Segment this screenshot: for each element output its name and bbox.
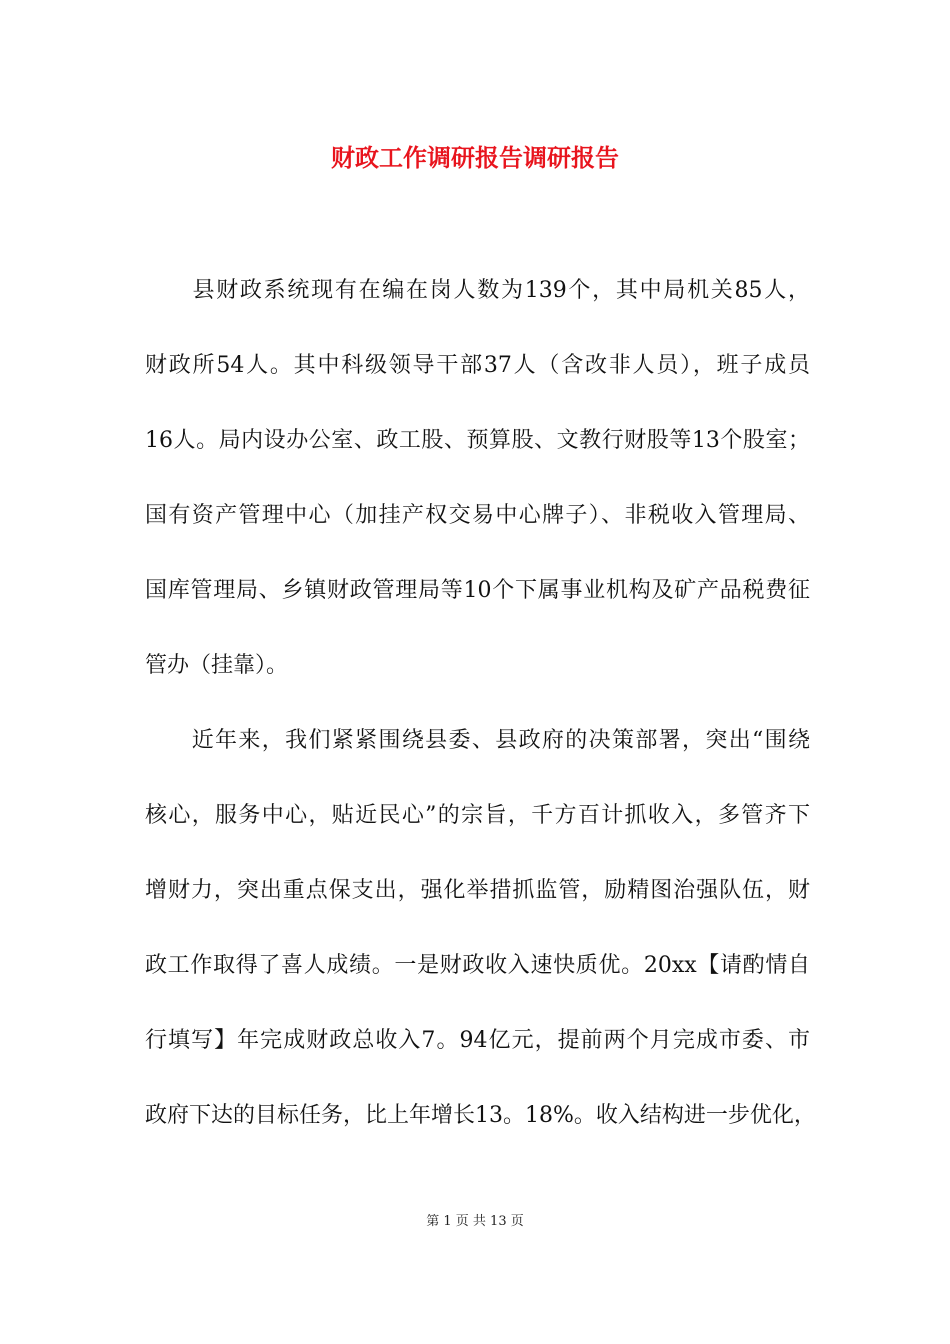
paragraph-line: 县财政系统现有在编在岗人数为139个，其中局机关85人， — [145, 278, 810, 303]
paragraph-line: 核心，服务中心，贴近民心”的宗旨，千方百计抓收入，多管齐下 — [145, 803, 810, 828]
paragraph-line: 行填写】年完成财政总收入7。94亿元，提前两个月完成市委、市 — [145, 1028, 810, 1053]
paragraph-line: 国有资产管理中心（加挂产权交易中心牌子）、非税收入管理局、 — [145, 503, 810, 528]
page-footer: 第 1 页 共 13 页 — [426, 1214, 524, 1229]
paragraph-line: 国库管理局、乡镇财政管理局等10个下属事业机构及矿产品税费征 — [145, 578, 810, 603]
paragraph-line: 增财力，突出重点保支出，强化举措抓监管，励精图治强队伍，财 — [145, 878, 810, 903]
paragraph-line: 政工作取得了喜人成绩。一是财政收入速快质优。20xx【请酌情自 — [145, 953, 810, 978]
paragraph-line: 近年来，我们紧紧围绕县委、县政府的决策部署，突出“围绕 — [145, 728, 810, 753]
paragraph-line: 政府下达的目标任务，比上年增长13。18%。收入结构进一步优化， — [145, 1103, 816, 1128]
paragraph-line: 16人。局内设办公室、政工股、预算股、文教行财股等13个股室； — [145, 428, 810, 453]
page-title: 财政工作调研报告调研报告 — [331, 144, 619, 172]
paragraph-line: 财政所54人。其中科级领导干部37人（含改非人员），班子成员 — [145, 353, 810, 378]
paragraph-line: 管办（挂靠）。 — [145, 653, 289, 678]
